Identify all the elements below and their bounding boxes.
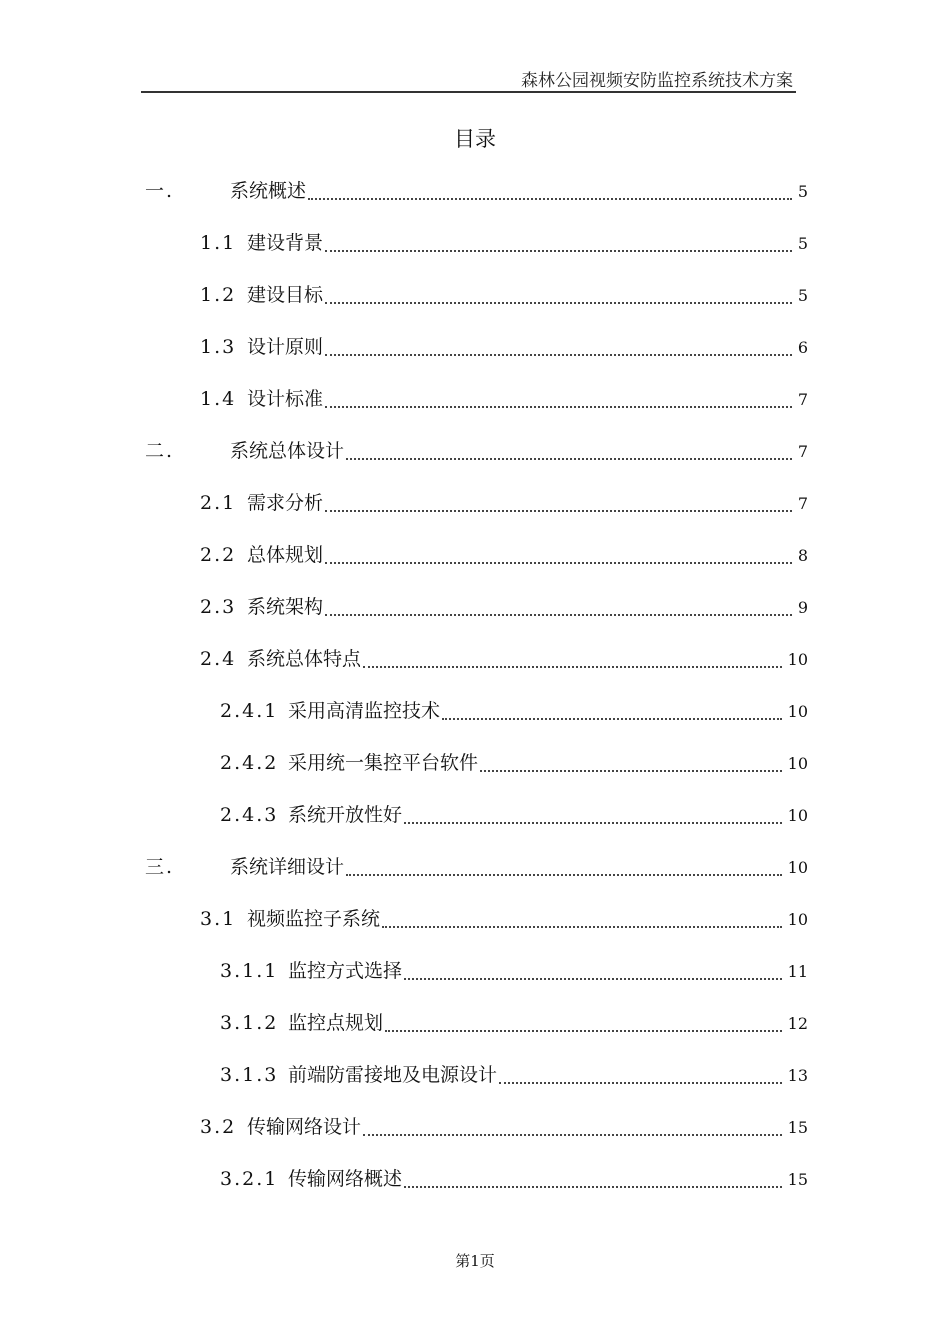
toc-leader-dots (382, 926, 782, 928)
toc-entry-number: 3.2 (200, 1116, 237, 1138)
toc-entry[interactable] (145, 852, 808, 882)
toc-entry-title: 系统开放性好 (288, 804, 403, 826)
toc-entry-number: 2.4 (200, 648, 237, 670)
toc-entry[interactable] (220, 1060, 808, 1090)
toc-leader-dots (346, 458, 792, 460)
toc-entry-title: 系统概述 (230, 180, 307, 202)
toc-leader-dots (363, 1134, 782, 1136)
toc-entry[interactable] (200, 540, 808, 570)
toc-entry-number: 1.3 (200, 336, 237, 358)
toc-entry[interactable] (200, 488, 808, 518)
toc-entry-number: 2.3 (200, 596, 237, 618)
toc-entry-page: 10 (787, 910, 808, 929)
toc-leader-dots (499, 1082, 782, 1084)
toc-entry-number: 1.4 (200, 388, 237, 410)
toc-leader-dots (442, 718, 782, 720)
toc-entry-number: 3.1 (200, 908, 237, 930)
toc-leader-dots (480, 770, 782, 772)
toc-entry-title: 需求分析 (247, 492, 324, 514)
toc-leader-dots (308, 198, 792, 200)
toc-leader-dots (363, 666, 782, 668)
toc-entry-title: 系统总体特点 (247, 648, 362, 670)
toc-entry-page: 10 (787, 858, 808, 877)
toc-leader-dots (404, 822, 782, 824)
toc-entry[interactable] (220, 800, 808, 830)
toc-entry-page: 10 (787, 806, 808, 825)
toc-leader-dots (325, 562, 792, 564)
toc-entry-title: 视频监控子系统 (247, 908, 381, 930)
toc-entry-page: 10 (787, 754, 808, 773)
toc-entry-page: 5 (797, 182, 808, 201)
toc-entry[interactable] (145, 176, 808, 206)
toc-entry-number: 3.1.2 (220, 1012, 279, 1034)
toc-leader-dots (385, 1030, 782, 1032)
toc-entry[interactable] (200, 384, 808, 414)
toc-entry-page: 10 (787, 702, 808, 721)
toc-entry[interactable] (145, 436, 808, 466)
toc-entry-title: 监控方式选择 (288, 960, 403, 982)
toc-entry-title: 设计原则 (247, 336, 324, 358)
toc-entry-number: 三. (145, 856, 175, 878)
toc-entry[interactable] (220, 1008, 808, 1038)
toc-entry-number: 2.4.3 (220, 804, 279, 826)
toc-leader-dots (325, 354, 792, 356)
toc-entry-page: 10 (787, 650, 808, 669)
toc-entry-title: 系统详细设计 (230, 856, 345, 878)
toc-entry-title: 系统总体设计 (230, 440, 345, 462)
toc-leader-dots (325, 302, 792, 304)
toc-entry-page: 5 (797, 286, 808, 305)
toc-entry-page: 15 (787, 1118, 808, 1137)
toc-entry-number: 一. (145, 180, 175, 202)
toc-leader-dots (404, 1186, 782, 1188)
toc-entry-page: 12 (787, 1014, 808, 1033)
toc-entry-number: 2.4.2 (220, 752, 279, 774)
toc-entry-number: 2.2 (200, 544, 237, 566)
toc-entry-page: 15 (787, 1170, 808, 1189)
toc-entry-title: 前端防雷接地及电源设计 (288, 1064, 498, 1086)
toc-entry-number: 1.1 (200, 232, 237, 254)
toc-entry-title: 设计标准 (247, 388, 324, 410)
toc-leader-dots (346, 874, 782, 876)
toc-entry-title: 采用统一集控平台软件 (288, 752, 479, 774)
toc-entry-page: 5 (797, 234, 808, 253)
toc-entry-number: 3.1.1 (220, 960, 279, 982)
toc-entry-title: 传输网络设计 (247, 1116, 362, 1138)
toc-entry-number: 3.1.3 (220, 1064, 279, 1086)
toc-leader-dots (325, 250, 792, 252)
toc-entry[interactable] (200, 904, 808, 934)
toc-entry[interactable] (200, 644, 808, 674)
toc-leader-dots (325, 510, 792, 512)
toc-entry-number: 2.1 (200, 492, 237, 514)
toc-entry-page: 6 (797, 338, 808, 357)
toc-entry-title: 建设目标 (247, 284, 324, 306)
toc-leader-dots (404, 978, 782, 980)
toc-entry[interactable] (200, 1112, 808, 1142)
toc-entry-title: 总体规划 (247, 544, 324, 566)
toc-entry-title: 建设背景 (247, 232, 324, 254)
toc-entry-title: 监控点规划 (288, 1012, 384, 1034)
toc-entry-title: 采用高清监控技术 (288, 700, 441, 722)
toc-entry[interactable] (200, 280, 808, 310)
toc-entry-page: 9 (797, 598, 808, 617)
toc-entry[interactable] (200, 228, 808, 258)
toc-entry-title: 传输网络概述 (288, 1168, 403, 1190)
toc-entry-page: 7 (797, 494, 808, 513)
toc-entry-page: 7 (797, 390, 808, 409)
page-number-footer: 第1页 (455, 1252, 495, 1270)
toc-leader-dots (325, 614, 792, 616)
toc-entry-number: 二. (145, 440, 175, 462)
toc-entry-page: 7 (797, 442, 808, 461)
toc-entry-page: 8 (797, 546, 808, 565)
header-divider (141, 91, 796, 93)
toc-entry[interactable] (220, 696, 808, 726)
toc-entry-page: 13 (787, 1066, 808, 1085)
toc-entry-page: 11 (787, 962, 808, 981)
toc-entry-title: 系统架构 (247, 596, 324, 618)
toc-entry-number: 2.4.1 (220, 700, 279, 722)
toc-heading: 目录 (454, 127, 496, 151)
toc-entry[interactable] (220, 1164, 808, 1194)
toc-entry-number: 1.2 (200, 284, 237, 306)
toc-entry[interactable] (200, 592, 808, 622)
toc-entry[interactable] (220, 956, 808, 986)
toc-entry[interactable] (200, 332, 808, 362)
toc-entry[interactable] (220, 748, 808, 778)
toc-leader-dots (325, 406, 792, 408)
document-header-title: 森林公园视频安防监控系统技术方案 (521, 71, 793, 91)
toc-entry-number: 3.2.1 (220, 1168, 279, 1190)
